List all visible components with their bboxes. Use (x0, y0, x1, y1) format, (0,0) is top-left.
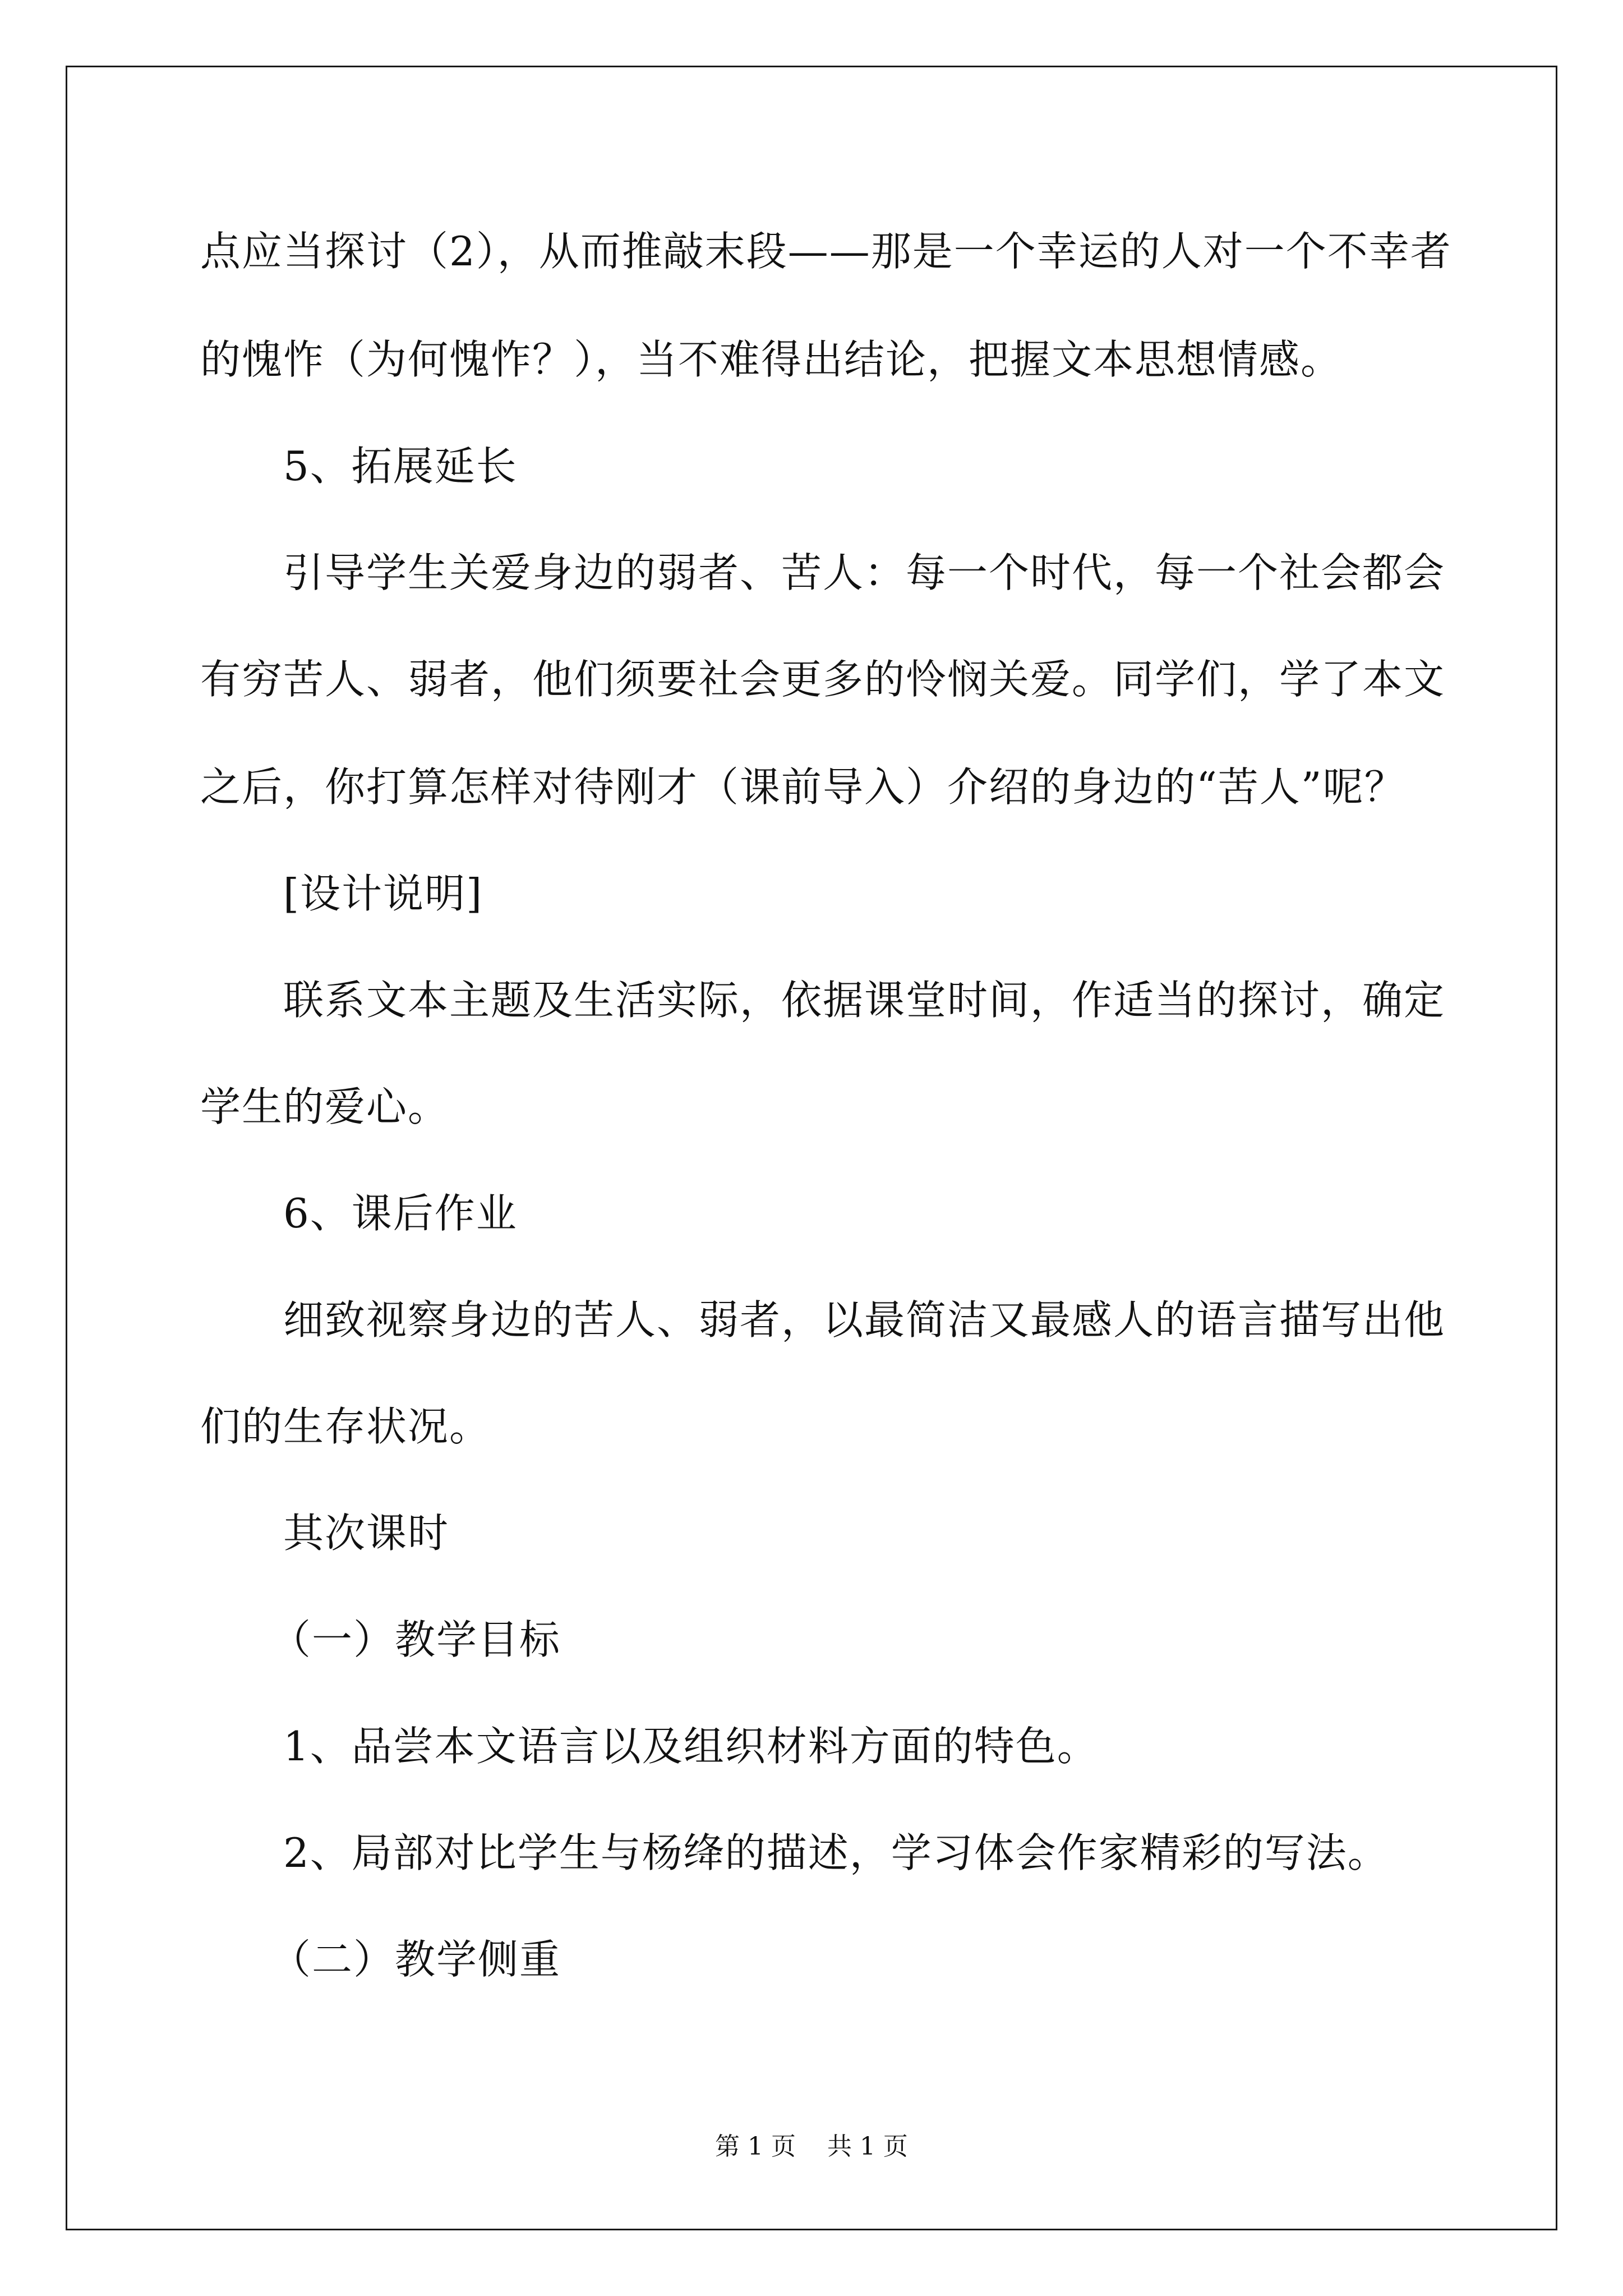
text-line: 点应当探讨（2），从而推敲末段——那是一个幸运的人对一个不幸者 (200, 228, 1452, 275)
page-border (66, 66, 1557, 2230)
subsection-heading: （一）教学目标 (270, 1616, 561, 1663)
page-footer: 第 1 页 共 1 页 (715, 2132, 908, 2161)
section-heading: 6、课后作业 (283, 1190, 518, 1237)
section-heading: 其次课时 (283, 1510, 450, 1557)
text-line: 细致视察身边的苦人、弱者，以最简洁又最感人的语言描写出他 (283, 1296, 1446, 1343)
subsection-heading: （二）教学侧重 (270, 1936, 561, 1983)
text-line: 有穷苦人、弱者，他们须要社会更多的怜悯关爱。同学们，学了本文 (200, 656, 1446, 703)
list-item: 2、局部对比学生与杨绛的描述，学习体会作家精彩的写法。 (283, 1829, 1389, 1876)
text-line: 学生的爱心。 (200, 1083, 450, 1130)
text-line: 的愧怍（为何愧怍？），当不难得出结论，把握文本思想情感。 (200, 336, 1343, 383)
design-note-label: [设计说明] (283, 870, 483, 917)
section-heading: 5、拓展延长 (283, 443, 518, 490)
text-line: 引导学生关爱身边的弱者、苦人：每一个时代，每一个社会都会 (283, 549, 1446, 596)
text-line: 之后，你打算怎样对待刚才（课前导入）介绍的身边的“苦人”呢？ (200, 763, 1406, 811)
text-line: 联系文本主题及生活实际，依据课堂时间，作适当的探讨，确定 (283, 977, 1446, 1024)
list-item: 1、品尝本文语言以及组织材料方面的特色。 (283, 1723, 1099, 1770)
text-line: 们的生存状况。 (200, 1403, 491, 1450)
